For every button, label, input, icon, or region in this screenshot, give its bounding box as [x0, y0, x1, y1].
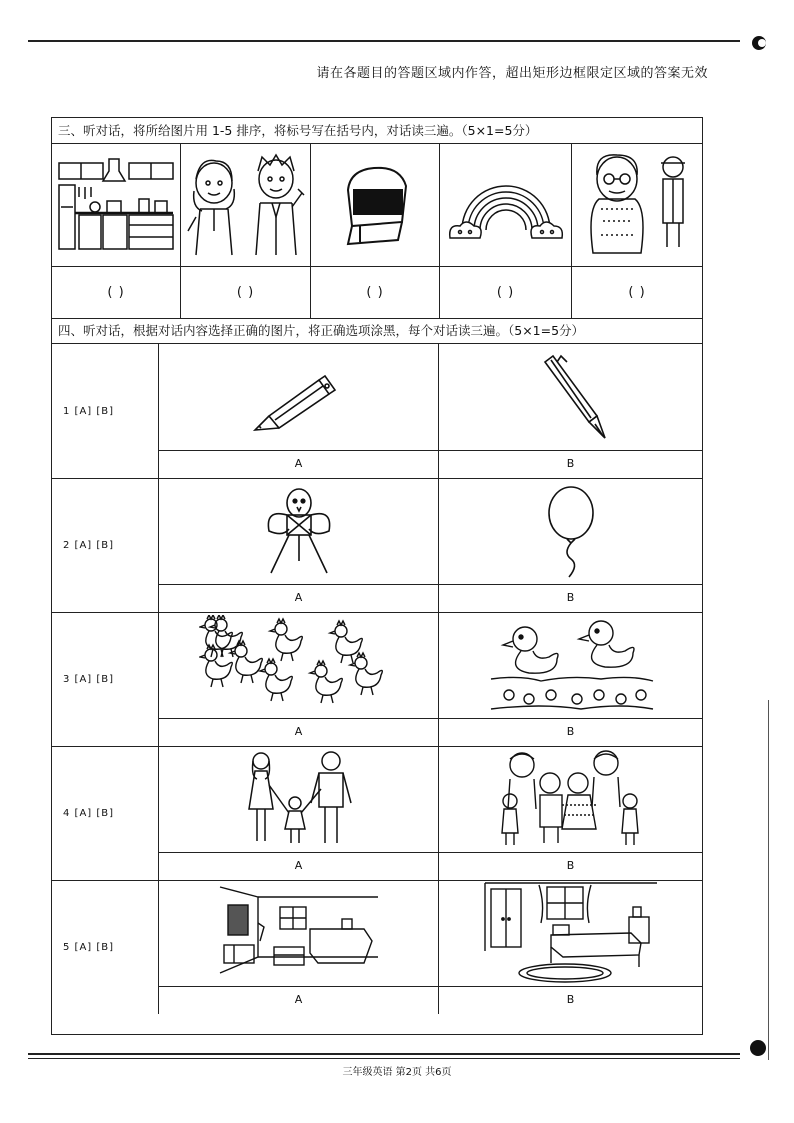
- option-a-letter: A: [294, 457, 303, 470]
- question-options-label[interactable]: 5 [A] [B]: [52, 880, 159, 1014]
- option-b: [439, 344, 702, 478]
- answer-blank[interactable]: ( ): [496, 284, 515, 300]
- ducks-picture: [439, 612, 702, 719]
- option-b-letter: B: [566, 725, 575, 738]
- small-family-picture: [159, 746, 438, 853]
- question-row: [52, 612, 702, 747]
- answer-area-note: 请在各题目的答题区域内作答，超出矩形边框限定区域的答案无效: [316, 66, 708, 81]
- question-row: [52, 746, 702, 881]
- kite-picture: [159, 478, 438, 585]
- answer-blank[interactable]: ( ): [628, 284, 646, 300]
- option-a-letter: A: [294, 591, 303, 604]
- question-row: [52, 880, 702, 1014]
- big-family-picture: [439, 746, 702, 853]
- option-a-letter: A: [294, 993, 303, 1006]
- pencil-picture: [159, 344, 438, 451]
- answer-blank[interactable]: ( ): [366, 284, 384, 300]
- chickens-picture: [159, 612, 438, 719]
- section3-picture-row: [52, 144, 702, 267]
- option-a: [159, 746, 439, 880]
- boy-girl-picture: [181, 144, 311, 266]
- option-b: [439, 746, 702, 880]
- grandma-picture: [572, 144, 702, 266]
- kitchen-picture: [52, 144, 181, 266]
- question-options-label[interactable]: 3 [A] [B]: [52, 612, 159, 746]
- option-b-letter: B: [566, 591, 575, 604]
- eraser-picture: [311, 144, 440, 266]
- option-a: [159, 344, 439, 478]
- answer-blank[interactable]: ( ): [236, 284, 255, 300]
- option-a-letter: A: [294, 725, 303, 738]
- section3-answer-row: [52, 266, 702, 319]
- option-a: [159, 880, 439, 1014]
- option-b-letter: B: [566, 859, 575, 872]
- margin-line: [768, 700, 769, 1060]
- bedroom-picture: [439, 880, 702, 987]
- registration-mark-icon: [750, 1040, 766, 1056]
- page-footer: 三年级英语 第2页 共6页: [342, 1067, 452, 1078]
- registration-mark-icon: [752, 36, 766, 50]
- question-options-label[interactable]: 2 [A] [B]: [52, 478, 159, 612]
- question-row: [52, 478, 702, 613]
- option-a-letter: A: [294, 859, 303, 872]
- answer-blank[interactable]: ( ): [107, 284, 125, 300]
- option-b-letter: B: [566, 993, 575, 1006]
- top-rule: [28, 40, 740, 42]
- bottom-rule: [28, 1053, 740, 1055]
- option-b: [439, 612, 702, 746]
- question-options-label[interactable]: 4 [A] [B]: [52, 746, 159, 880]
- rainbow-picture: [440, 144, 572, 266]
- option-b-letter: B: [566, 457, 575, 470]
- option-b: [439, 880, 702, 1014]
- section3-title: 三、听对话，将所给图片用 1-5 排序，将标号写在括号内，对话读三遍。（5×1=5分）: [52, 118, 702, 144]
- bottom-rule-thin: [28, 1058, 740, 1059]
- question-row: [52, 344, 702, 479]
- answer-sheet: [51, 117, 703, 1035]
- living-room-picture: [159, 880, 438, 987]
- option-a: [159, 478, 439, 612]
- option-a: [159, 612, 439, 746]
- balloon-picture: [439, 478, 702, 585]
- section4-title: 四、听对话，根据对话内容选择正确的图片，将正确选项涂黑，每个对话读三遍。（5×1=5分）: [52, 318, 702, 344]
- question-options-label[interactable]: 1 [A] [B]: [52, 344, 159, 478]
- pen-picture: [439, 344, 702, 451]
- option-b: [439, 478, 702, 612]
